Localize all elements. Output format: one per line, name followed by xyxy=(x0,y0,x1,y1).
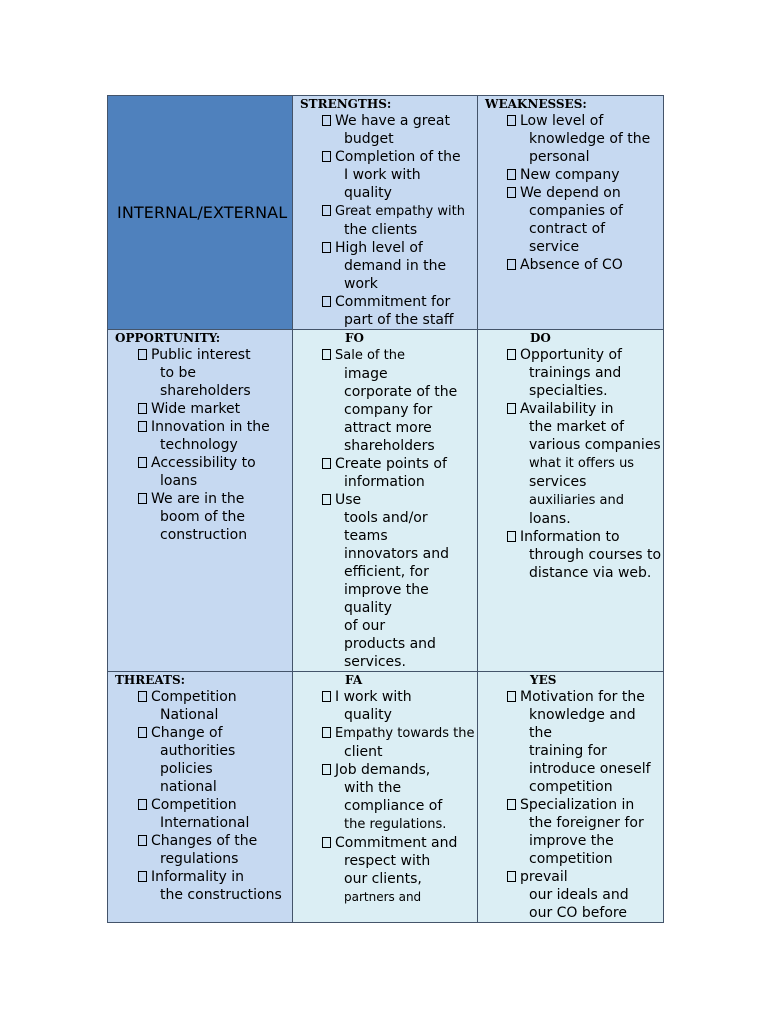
list-item xyxy=(322,834,477,906)
item-line: teams xyxy=(344,528,388,544)
item-line: Competition xyxy=(151,797,237,813)
item-line: contract of xyxy=(529,221,606,237)
item-line: quality xyxy=(344,185,392,201)
list-item xyxy=(507,796,663,868)
item-line: Competition xyxy=(151,689,237,705)
item-line: loans. xyxy=(529,511,571,527)
list-item xyxy=(322,148,477,202)
weaknesses-heading: WEAKNESSES: xyxy=(485,97,587,111)
corner-label: INTERNAL/EXTERNAL xyxy=(117,203,288,222)
item-line: Commitment and xyxy=(335,835,458,851)
bullet-icon xyxy=(322,115,331,126)
item-line: specialties. xyxy=(529,383,608,399)
threats-heading: THREATS: xyxy=(115,673,186,687)
item-line: corporate of the xyxy=(344,384,458,400)
list-item xyxy=(507,184,663,256)
list-item xyxy=(138,724,292,796)
list-item xyxy=(322,346,477,455)
item-line: the constructions xyxy=(160,887,282,903)
fo-heading: FO xyxy=(345,331,364,345)
swot-matrix xyxy=(107,95,664,923)
item-line: services. xyxy=(344,654,406,670)
item-line: knowledge of the xyxy=(529,131,651,147)
item-line: client xyxy=(344,744,383,760)
list-item xyxy=(507,256,663,274)
bullet-icon xyxy=(138,457,147,468)
bullet-icon xyxy=(322,494,331,505)
bullet-icon xyxy=(507,403,516,414)
item-line: company for xyxy=(344,402,433,418)
item-line: services xyxy=(529,474,587,490)
bullet-icon xyxy=(507,691,516,702)
bullet-icon xyxy=(322,837,331,848)
strengths-heading: STRENGTHS: xyxy=(300,97,392,111)
item-line: knowledge and the xyxy=(529,707,636,741)
item-line: what it offers us xyxy=(529,456,635,471)
bullet-icon xyxy=(322,349,331,360)
item-line: through courses to xyxy=(529,547,662,563)
item-line: partners and xyxy=(344,890,422,904)
item-line: Absence of CO xyxy=(520,257,623,273)
item-line: companies of xyxy=(529,203,623,219)
bullet-icon xyxy=(138,493,147,504)
item-line: with the xyxy=(344,780,402,796)
item-line: Empathy towards the xyxy=(335,726,475,741)
item-line: the market of xyxy=(529,419,625,435)
do-list xyxy=(478,346,663,582)
item-line: Wide market xyxy=(151,401,241,417)
item-line: the clients xyxy=(344,222,418,238)
list-item xyxy=(322,202,477,239)
weaknesses-list xyxy=(478,112,663,274)
bullet-icon xyxy=(138,799,147,810)
item-line: our CO before xyxy=(529,905,627,921)
item-line: trainings and xyxy=(529,365,622,381)
yes-heading: YES xyxy=(530,673,557,687)
item-line: construction xyxy=(160,527,248,543)
item-line: efficient, for xyxy=(344,564,429,580)
item-line: We have a great xyxy=(335,113,450,129)
item-line: boom of the xyxy=(160,509,246,525)
item-line: technology xyxy=(160,437,238,453)
list-item xyxy=(507,346,663,400)
item-line: products and xyxy=(344,636,436,652)
list-item xyxy=(322,112,477,148)
item-line: Sale of the xyxy=(335,348,405,363)
item-line: Availability in xyxy=(520,401,614,417)
list-item xyxy=(138,868,292,904)
opportunity-cell xyxy=(108,330,293,672)
item-line: Change of xyxy=(151,725,223,741)
threats-cell xyxy=(108,672,293,923)
item-line: Informality in xyxy=(151,869,244,885)
item-line: auxiliaries and xyxy=(529,493,625,508)
bullet-icon xyxy=(322,296,331,307)
fo-cell xyxy=(293,330,478,672)
opportunity-list xyxy=(108,346,292,544)
list-item xyxy=(322,455,477,491)
fa-list xyxy=(293,688,477,906)
list-item xyxy=(507,400,663,528)
item-line: competition xyxy=(529,851,613,867)
item-line: Create points of xyxy=(335,456,447,472)
corner-cell xyxy=(108,96,293,330)
bullet-icon xyxy=(322,205,331,216)
bullet-icon xyxy=(138,691,147,702)
item-line: quality xyxy=(344,707,392,723)
item-line: part of the staff xyxy=(344,312,454,328)
item-line: prevail xyxy=(520,869,568,885)
item-line: New company xyxy=(520,167,620,183)
bullet-icon xyxy=(138,421,147,432)
item-line: training for xyxy=(529,743,607,759)
bullet-icon xyxy=(322,458,331,469)
list-item xyxy=(507,166,663,184)
item-line: Innovation in the xyxy=(151,419,270,435)
item-line: Accessibility to xyxy=(151,455,256,471)
item-line: respect with xyxy=(344,853,431,869)
list-item xyxy=(507,688,663,796)
yes-list xyxy=(478,688,663,922)
fa-cell xyxy=(293,672,478,923)
bullet-icon xyxy=(138,871,147,882)
bullet-icon xyxy=(322,242,331,253)
yes-cell xyxy=(478,672,664,923)
item-line: improve the xyxy=(529,833,614,849)
bullet-icon xyxy=(507,531,516,542)
item-line: budget xyxy=(344,131,394,147)
fa-heading: FA xyxy=(345,673,363,687)
list-item xyxy=(138,418,292,454)
list-item xyxy=(507,868,663,922)
item-line: We depend on xyxy=(520,185,621,201)
item-line: I work with xyxy=(335,689,412,705)
item-line: Low level of xyxy=(520,113,604,129)
bullet-icon xyxy=(322,727,331,738)
item-line: introduce oneself xyxy=(529,761,651,777)
bullet-icon xyxy=(138,835,147,846)
list-item xyxy=(507,528,663,582)
list-item xyxy=(322,761,477,834)
item-line: Changes of the xyxy=(151,833,258,849)
item-line: work xyxy=(344,276,378,292)
item-line: national xyxy=(160,779,217,795)
fo-list xyxy=(293,346,477,671)
item-line: Great empathy with xyxy=(335,204,465,219)
item-line: the foreigner for xyxy=(529,815,644,831)
item-line: We are in the xyxy=(151,491,245,507)
item-line: our clients, xyxy=(344,871,422,887)
item-line: Job demands, xyxy=(335,762,431,778)
list-item xyxy=(322,688,477,724)
item-line: loans xyxy=(160,473,198,489)
item-line: attract more xyxy=(344,420,432,436)
item-line: improve the quality xyxy=(344,582,429,616)
list-item xyxy=(138,400,292,418)
bullet-icon xyxy=(507,871,516,882)
bullet-icon xyxy=(507,259,516,270)
item-line: Information to xyxy=(520,529,620,545)
item-line: demand in the xyxy=(344,258,447,274)
item-line: shareholders xyxy=(160,383,251,399)
bullet-icon xyxy=(322,764,331,775)
strengths-cell xyxy=(293,96,478,330)
list-item xyxy=(138,346,292,400)
list-item xyxy=(322,724,477,761)
item-line: regulations xyxy=(160,851,239,867)
opportunity-heading: OPPORTUNITY: xyxy=(115,331,221,345)
list-item xyxy=(322,239,477,293)
item-line: Commitment for xyxy=(335,294,451,310)
bullet-icon xyxy=(138,349,147,360)
list-item xyxy=(138,796,292,832)
bullet-icon xyxy=(507,349,516,360)
bullet-icon xyxy=(322,691,331,702)
list-item xyxy=(138,688,292,724)
item-line: Opportunity of xyxy=(520,347,622,363)
item-line: High level of xyxy=(335,240,423,256)
item-line: of our xyxy=(344,618,386,634)
bullet-icon xyxy=(507,187,516,198)
item-line: the regulations. xyxy=(344,817,447,832)
item-line: competition xyxy=(529,779,613,795)
list-item xyxy=(322,491,477,671)
list-item xyxy=(507,112,663,166)
list-item xyxy=(322,293,477,329)
item-line: shareholders xyxy=(344,438,435,454)
item-line: to be xyxy=(160,365,197,381)
item-line: innovators and xyxy=(344,546,449,562)
list-item xyxy=(138,454,292,490)
item-line: information xyxy=(344,474,425,490)
item-line: our ideals and xyxy=(529,887,629,903)
item-line: I work with xyxy=(344,167,421,183)
threats-list xyxy=(108,688,292,904)
bullet-icon xyxy=(138,727,147,738)
item-line: various companies xyxy=(529,437,661,453)
bullet-icon xyxy=(138,403,147,414)
bullet-icon xyxy=(507,115,516,126)
item-line: tools and/or xyxy=(344,510,428,526)
item-line: compliance of xyxy=(344,798,443,814)
item-line: distance via web. xyxy=(529,565,652,581)
item-line: International xyxy=(160,815,250,831)
item-line: National xyxy=(160,707,219,723)
item-line: Motivation for the xyxy=(520,689,645,705)
item-line: personal xyxy=(529,149,590,165)
item-line: service xyxy=(529,239,580,255)
item-line: Completion of the xyxy=(335,149,461,165)
list-item xyxy=(138,490,292,544)
item-line: policies xyxy=(160,761,213,777)
do-cell xyxy=(478,330,664,672)
item-line: image xyxy=(344,366,388,382)
list-item xyxy=(138,832,292,868)
bullet-icon xyxy=(507,169,516,180)
item-line: Public interest xyxy=(151,347,251,363)
strengths-list xyxy=(293,112,477,329)
item-line: Specialization in xyxy=(520,797,635,813)
bullet-icon xyxy=(322,151,331,162)
do-heading: DO xyxy=(530,331,551,345)
weaknesses-cell xyxy=(478,96,664,330)
bullet-icon xyxy=(507,799,516,810)
item-line: authorities xyxy=(160,743,236,759)
item-line: Use xyxy=(335,492,362,508)
